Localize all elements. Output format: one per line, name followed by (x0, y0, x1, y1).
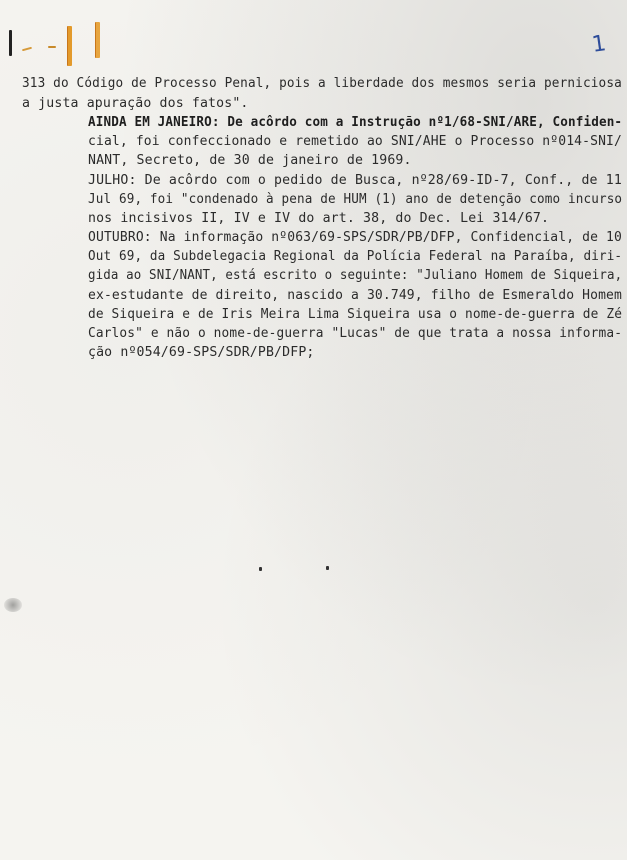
highlighter-mark (95, 22, 100, 58)
text-line: 313 do Código de Processo Penal, pois a liberdade dos mesmos seria perniciosa (22, 76, 622, 91)
text-line: ex-estudante de direito, nascido a 30.749, filho de Esmeraldo Homem (88, 288, 622, 303)
stain-mark (4, 598, 22, 612)
page-number: 1 (590, 31, 608, 58)
text-line: NANT, Secreto, de 30 de janeiro de 1969. (88, 153, 412, 168)
ink-speck (259, 567, 262, 571)
text-line: Jul 69, foi "condenado à pena de HUM (1) ano de detenção como incurso (88, 192, 623, 207)
text-line: AINDA EM JANEIRO: De acôrdo com a Instrução nº1/68-SNI/ARE, Confiden- (88, 115, 623, 130)
ink-speck (326, 566, 329, 570)
ink-mark (9, 30, 12, 56)
text-line: nos incisivos II, IV e IV do art. 38, do Dec. Lei 314/67. (88, 211, 550, 226)
ink-mark (22, 47, 32, 52)
text-line: JULHO: De acôrdo com o pedido de Busca, nº28/69-ID-7, Conf., de 11 (88, 173, 622, 188)
text-line: de Siqueira e de Iris Meira Lima Siqueira usa o nome-de-guerra de Zé (88, 307, 623, 322)
text-line: Carlos" e não o nome-de-guerra "Lucas" de que trata a nossa informa- (88, 326, 623, 341)
text-line: Out 69, da Subdelegacia Regional da Polícia Federal na Paraíba, diri- (88, 249, 623, 264)
text-line: a justa apuração dos fatos". (22, 96, 249, 111)
text-line: cial, foi confeccionado e remetido ao SNI/AHE o Processo nº014-SNI/ (88, 134, 622, 149)
text-line: OUTUBRO: Na informação nº063/69-SPS/SDR/PB/DFP, Confidencial, de 10 (88, 230, 622, 245)
ink-mark (48, 46, 56, 48)
text-line: ção nº054/69-SPS/SDR/PB/DFP; (88, 345, 315, 360)
text-line: gida ao SNI/NANT, está escrito o seguinte: "Juliano Homem de Siqueira, (88, 268, 623, 283)
highlighter-mark (67, 26, 72, 66)
